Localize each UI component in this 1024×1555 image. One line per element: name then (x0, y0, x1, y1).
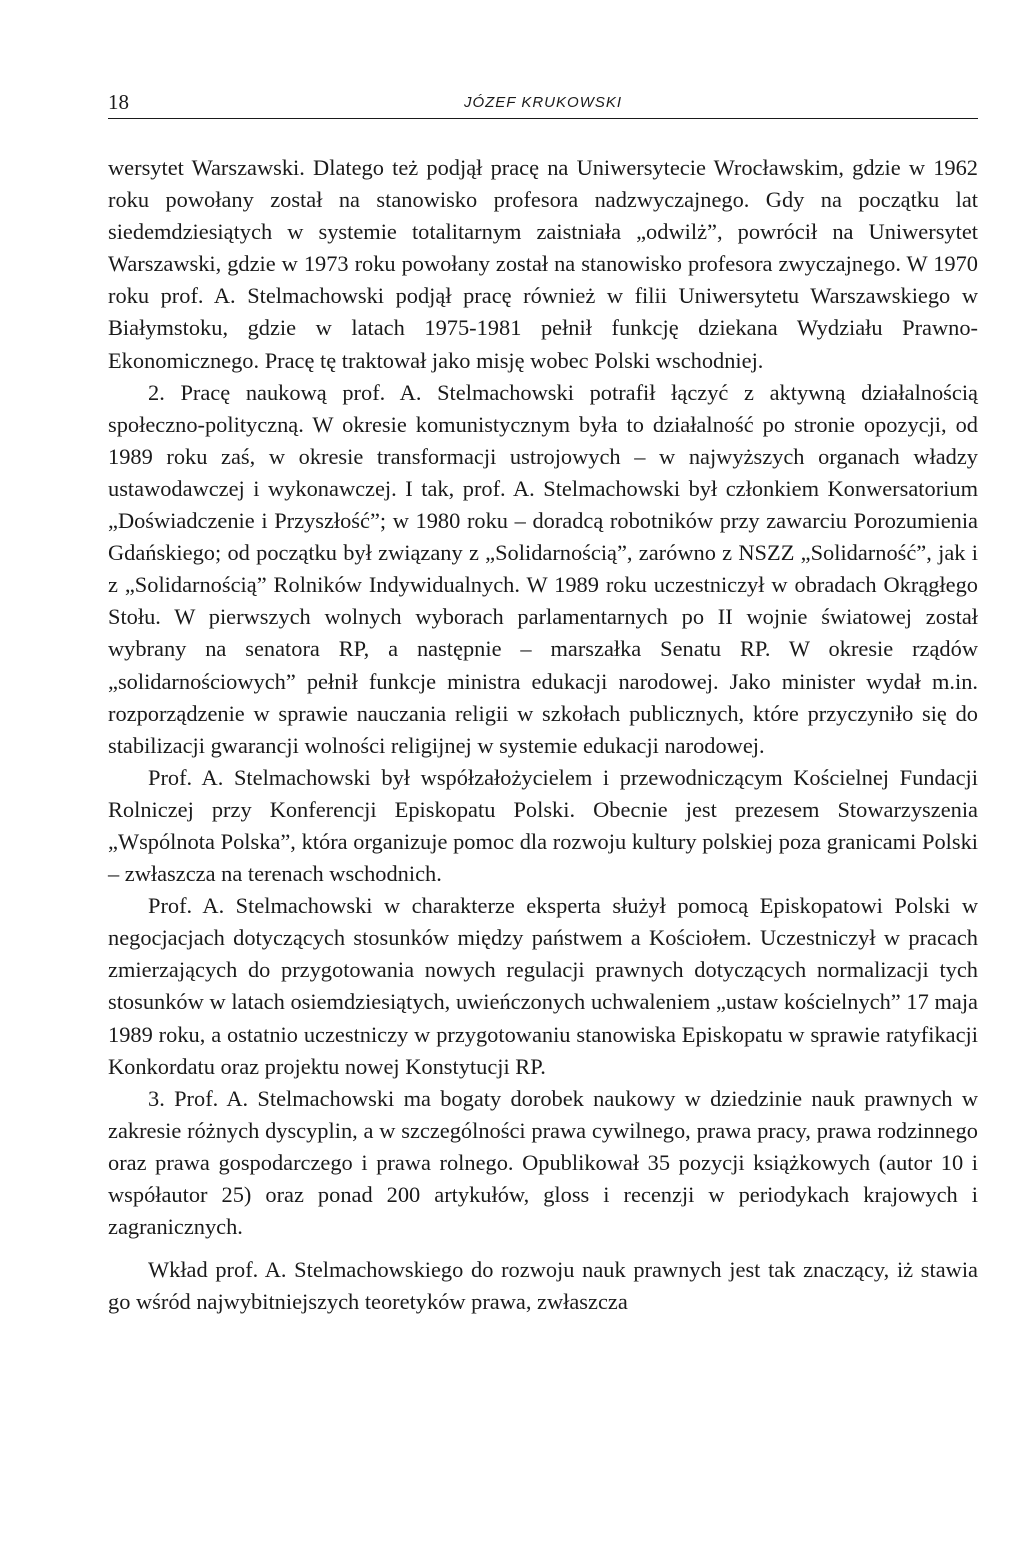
paragraph: 2. Pracę naukową prof. A. Stelmachowski potrafił łączyć z aktywną działalnością społeczno-polityczną. W okresie komunistycznym była to działalność po stronie opozycji, od 1989 roku zaś, w okresie transformacji ustrojowych – w najwyższych organach władzy ustawodawczej i wykonawczej. I tak, prof. A. Stelmachowski był członkiem Konwersatorium „Doświadczenie i Przyszłość”; w 1980 roku – doradcą robotników przy zawarciu Porozumienia Gdańskiego; od początku był związany z „Solidarnością”, zarówno z NSZZ „Solidarność”, jak i z „Solidarnością” Rolników Indywidualnych. W 1989 roku uczestniczył w obradach Okrągłego Stołu. W pierwszych wolnych wyborach parlamentarnych po II wojnie światowej został wybrany na senatora RP, a następnie – marszałka Senatu RP. W okresie rządów „solidarnościowych” pełnił funkcje ministra edukacji narodowej. Jako minister wydał m.in. rozporządzenie w sprawie nauczania religii w szkołach publicznych, które przyczyniło się do stabilizacji gwarancji wolności religijnej w systemie edukacji narodowej. (108, 379, 978, 758)
paragraph: 3. Prof. A. Stelmachowski ma bogaty dorobek naukowy w dziedzinie nauk prawnych w zakresie różnych dyscyplin, a w szczególności prawa cywilnego, prawa pracy, prawa rodzinnego oraz prawa gospodarczego i prawa rolnego. Opublikował 35 pozycji książkowych (autor 10 i współautor 25) oraz ponad 200 artykułów, gloss i recenzji w periodykach krajowych i zagranicznych. (108, 1085, 978, 1240)
running-title: JÓZEF KRUKOWSKI (463, 94, 623, 111)
paragraph: Prof. A. Stelmachowski w charakterze eksperta służył pomocą Episkopatowi Polski w negocjacjach dotyczących stosunków między państwem a Kościołem. Uczestniczył w pracach zmierzających do przygotowania nowych regulacji prawnych dotyczących normalizacji tych stosunków w latach osiemdziesiątych, uwieńczonych uchwaleniem „ustaw kościelnych” 17 maja 1989 roku, a ostatnio uczestniczy w przygotowaniu stanowiska Episkopatu w sprawie ratyfikacji Konkordatu oraz projektu nowej Konstytucji RP. (108, 893, 978, 1079)
running-header (108, 88, 978, 119)
document-page (108, 88, 978, 1318)
paragraph: Prof. A. Stelmachowski był współzałożycielem i przewodniczącym Kościelnej Fundacji Rolniczej przy Konferencji Episkopatu Polski. Obecnie jest prezesem Stowarzyszenia „Wspólnota Polska”, która organizuje pomoc dla rozwoju kultury polskiej poza granicami Polski – zwłaszcza na terenach wschodnich. (108, 764, 978, 887)
paragraph: Wkład prof. A. Stelmachowskiego do rozwoju nauk prawnych jest tak znaczący, iż stawia go wśród najwybitniejszych teoretyków prawa, zwłaszcza (108, 1257, 978, 1315)
body-text (108, 152, 978, 1318)
paragraph: wersytet Warszawski. Dlatego też podjął pracę na Uniwersytecie Wrocławskim, gdzie w 1962 roku powołany został na stanowisko profesora nadzwyczajnego. Gdy na początku lat siedemdziesiątych w systemie totalitarnym zaistniała „odwilż”, powrócił na Uniwersytet Warszawski, gdzie w 1973 roku powołany został na stanowisko profesora zwyczajnego. W 1970 roku prof. A. Stelmachowski podjął pracę również w filii Uniwersytetu Warszawskiego w Białymstoku, gdzie w latach 1975-1981 pełnił funkcję dziekana Wydziału Prawno-Ekonomicznego. Pracę tę traktował jako misję wobec Polski wschodniej. (108, 155, 978, 373)
page-number: 18 (108, 90, 129, 114)
